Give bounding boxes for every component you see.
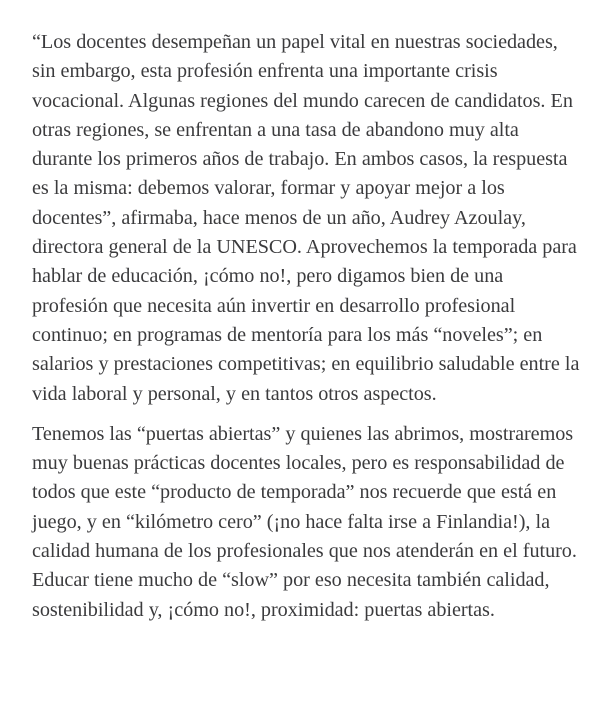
- article-paragraph-1: “Los docentes desempeñan un papel vital en nuestras sociedades, sin embargo, esta profesión enfrenta una importante crisis vocacional. Algunas regiones del mundo carecen de candidatos. En otras regiones, se enfrentan a una tasa de abandono muy alta durante los primeros años de trabajo. En ambos casos, la respuesta es la misma: debemos valorar, formar y apoyar mejor a los docentes”, afirmaba, hace menos de un año, Audrey Azoulay, directora general de la UNESCO. Aprovechemos la temporada para hablar de educación, ¡cómo no!, pero digamos bien de una profesión que necesita aún invertir en desarrollo profesional continuo; en programas de mentoría para los más “noveles”; en salarios y prestaciones competitivas; en equilibrio saludable entre la vida laboral y personal, y en tantos otros aspectos.: [32, 31, 580, 405]
- article-paragraph-2: Tenemos las “puertas abiertas” y quienes las abrimos, mostraremos muy buenas prácticas docentes locales, pero es responsabilidad de todos que este “producto de temporada” nos recuerde que está en juego, y en “kilómetro cero” (¡no hace falta irse a Finlandia!), la calidad humana de los profesionales que nos atenderán en el futuro. Educar tiene mucho de “slow” por eso necesita también calidad, sostenibilidad y, ¡cómo no!, proximidad: puertas abiertas.: [32, 422, 577, 621]
